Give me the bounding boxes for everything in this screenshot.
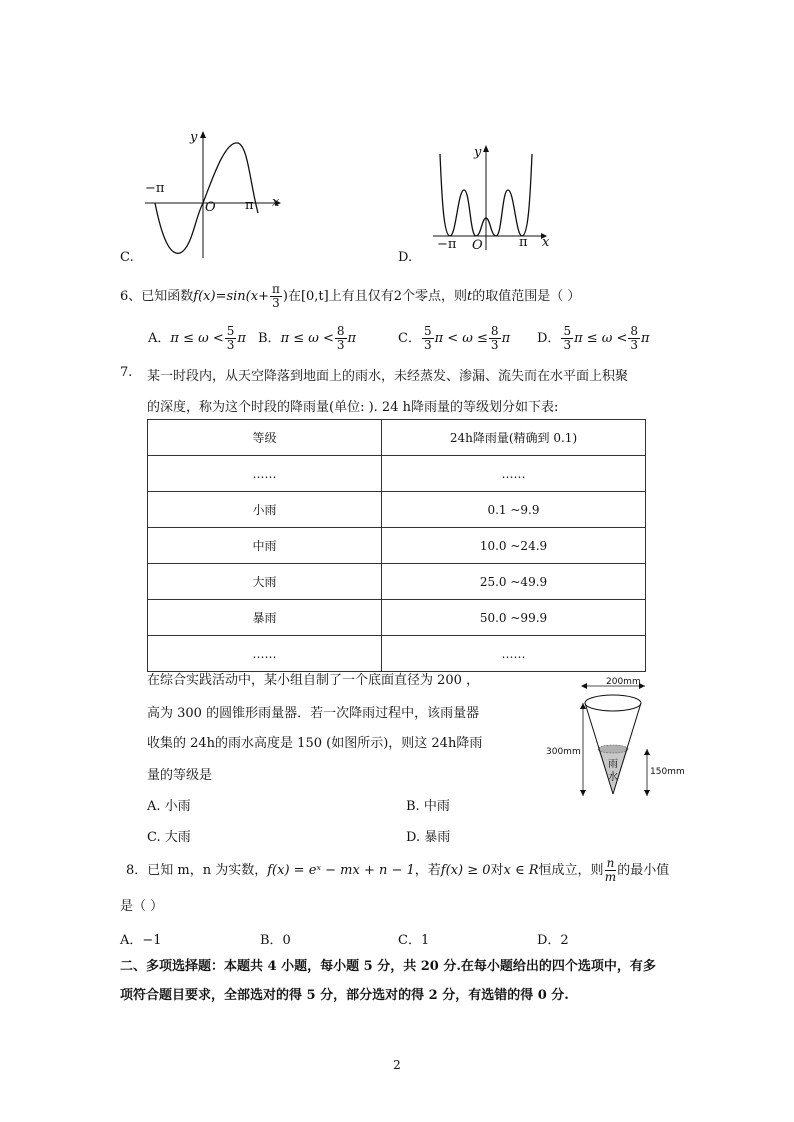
- table-cell: 10.0 ~24.9: [382, 528, 646, 564]
- q6-close: ): [282, 289, 288, 304]
- q8-frac-den: m: [604, 870, 617, 884]
- q6-interval: 在[0,t]上有且仅有2个零点，则: [287, 289, 467, 304]
- rainfall-table: [147, 419, 646, 672]
- q8-option-a[interactable]: A．−1: [120, 933, 162, 948]
- q7-para2: 高为 300 的圆锥形雨量器．若一次降雨过程中，该雨量器: [147, 706, 480, 721]
- q6-option-d[interactable]: [537, 325, 650, 352]
- graph-d-x-label: x: [542, 235, 550, 250]
- q6-frac-num: π: [271, 282, 280, 296]
- q6-stem: [120, 283, 580, 310]
- q7-option-a[interactable]: A. 小雨: [147, 799, 191, 814]
- table-cell: ……: [148, 456, 382, 492]
- q6-a-right: π: [237, 331, 246, 346]
- q8-option-c[interactable]: C．1: [398, 933, 430, 948]
- section2-line2: 项符合题目要求，全部选对的得 5 分，部分选对的得 2 分，有选错的得 0 分.: [120, 988, 569, 1003]
- q6-c-d1: 3: [423, 338, 432, 352]
- q7-option-c[interactable]: C. 大雨: [147, 830, 191, 845]
- gauge-rim: [585, 695, 641, 711]
- q7-para1: 在综合实践活动中，某小组自制了一个底面直径为 200 ，: [147, 673, 480, 688]
- q7-num: 7.: [120, 365, 133, 380]
- graph-d-pi: π: [519, 235, 528, 250]
- q6-d-mid: π ≤ ω <: [574, 331, 628, 346]
- q8-part-h: 的最小值: [617, 863, 670, 878]
- q8-option-d[interactable]: D．2: [537, 933, 569, 948]
- rain-gauge-figure: [575, 676, 685, 806]
- q6-b-right: π: [347, 331, 357, 346]
- q7-line1: 某一时段内，从天空降落到地面上的雨水，未经蒸发、渗漏、流失而在水平面上积聚: [147, 369, 629, 384]
- q6-b-num: 8: [336, 324, 345, 338]
- table-row: [148, 528, 646, 564]
- q8-stem: [126, 857, 669, 884]
- table-cell: 小雨: [148, 492, 382, 528]
- graph-c-neg-pi: −π: [145, 181, 165, 196]
- q6-d-d2: 3: [630, 338, 639, 352]
- q6-a-left: π ≤ ω <: [170, 331, 224, 346]
- q6-c-label: C．: [398, 331, 421, 346]
- gauge-height-label: 300mm: [546, 747, 581, 757]
- q7-option-b[interactable]: B. 中雨: [406, 799, 450, 814]
- graph-c-x-label: x: [272, 195, 280, 210]
- q6-option-b[interactable]: [258, 325, 356, 352]
- q8-part-g: 恒成立，则: [538, 863, 604, 878]
- q6-c-d2: 3: [490, 338, 499, 352]
- q6-b-den: 3: [336, 338, 345, 352]
- q6-a-num: 5: [226, 324, 235, 338]
- curve-c: [155, 143, 258, 253]
- q8-domain: x ∈ R: [503, 863, 539, 878]
- q6-c-frac1: [422, 325, 434, 352]
- table-row: [148, 600, 646, 636]
- q8-part-e: 对: [490, 863, 504, 878]
- page-number: 2: [393, 1058, 401, 1072]
- q6-d-d1: 3: [563, 338, 572, 352]
- table-row: [148, 492, 646, 528]
- q8-func: f(x) = eˣ − mx + n − 1: [267, 863, 415, 878]
- table-cell: 中雨: [148, 528, 382, 564]
- q6-a-frac: [225, 325, 237, 352]
- q6-option-c[interactable]: [398, 325, 510, 352]
- q7-option-d[interactable]: D. 暴雨: [406, 830, 451, 845]
- q6-tail: 的取值范围是（ ）: [472, 289, 581, 304]
- gauge-water-label: 150mm: [650, 767, 685, 777]
- q6-d-right: π: [641, 331, 650, 346]
- table-cell: 大雨: [148, 564, 382, 600]
- q7-para4: 量的等级是: [147, 768, 213, 783]
- graph-c-letter: C.: [120, 250, 134, 265]
- q8-part-c: ，若: [414, 863, 441, 878]
- gauge-rain-char: 雨: [608, 759, 618, 770]
- q6-c-n2: 8: [490, 324, 499, 338]
- table-cell: 25.0 ~49.9: [382, 564, 646, 600]
- graph-d-letter: D.: [398, 250, 413, 265]
- table-row: [148, 636, 646, 672]
- q7-line2: 的深度，称为这个时段的降雨量(单位: ). 24 h降雨量的等级划分如下表:: [147, 400, 559, 415]
- q6-b-label: B．: [258, 331, 281, 346]
- q6-d-n1: 5: [563, 324, 572, 338]
- graph-c-origin: O: [205, 200, 216, 215]
- graph-c-y-label: y: [190, 130, 198, 145]
- table-header-cell: 等级: [148, 420, 382, 456]
- table-row: [148, 456, 646, 492]
- q6-t: t: [466, 289, 473, 304]
- table-cell: ……: [382, 456, 646, 492]
- q6-c-frac2: [489, 325, 501, 352]
- graph-d: [428, 142, 558, 252]
- graph-d-origin: O: [472, 238, 483, 253]
- q6-b-frac: [335, 325, 347, 352]
- q8-line2: 是（ ）: [120, 899, 164, 914]
- q6-frac: [270, 283, 282, 310]
- q8-frac-num: n: [606, 856, 615, 870]
- q6-func: f(x)=sin(x+: [193, 289, 269, 304]
- q6-d-n2: 8: [630, 324, 639, 338]
- q6-a-label: A．: [148, 331, 171, 346]
- q8-part-a: 8．已知 m，n 为实数，: [126, 863, 268, 878]
- q8-frac: [605, 857, 617, 884]
- q6-a-den: 3: [226, 338, 235, 352]
- table-cell: 50.0 ~99.9: [382, 600, 646, 636]
- q6-c-mid: π < ω ≤: [434, 331, 488, 346]
- graph-c-pi: π: [245, 198, 254, 213]
- section2-line1: 二、多项选择题：本题共 4 小题，每小题 5 分，共 20 分.在每小题给出的四个选项中，有多: [120, 959, 656, 974]
- q6-c-right: π: [501, 331, 511, 346]
- graph-d-neg-pi: −π: [437, 237, 457, 252]
- table-row: [148, 564, 646, 600]
- q6-b-left: π ≤ ω <: [280, 331, 334, 346]
- q8-ineq: f(x) ≥ 0: [440, 863, 491, 878]
- table-cell: 暴雨: [148, 600, 382, 636]
- table-header-row: [148, 420, 646, 456]
- q6-prefix: 6、已知函数: [120, 289, 194, 304]
- q6-c-n1: 5: [423, 324, 432, 338]
- gauge-top-label: 200mm: [606, 677, 641, 687]
- table-cell: ……: [382, 636, 646, 672]
- q6-option-a[interactable]: [148, 325, 246, 352]
- q6-frac-den: 3: [272, 296, 280, 310]
- q6-d-frac2: [628, 325, 640, 352]
- table-cell: ……: [148, 636, 382, 672]
- graph-d-y-label: y: [474, 145, 482, 160]
- q6-d-frac1: [561, 325, 573, 352]
- gauge-water-char: 水: [608, 772, 618, 783]
- table-header-cell: 24h降雨量(精确到 0.1): [382, 420, 646, 456]
- q6-d-label: D．: [537, 331, 561, 346]
- table-cell: 0.1 ~9.9: [382, 492, 646, 528]
- q7-para3: 收集的 24h的雨水高度是 150 (如图所示)，则这 24h降雨: [147, 736, 483, 751]
- q8-option-b[interactable]: B．0: [260, 933, 291, 948]
